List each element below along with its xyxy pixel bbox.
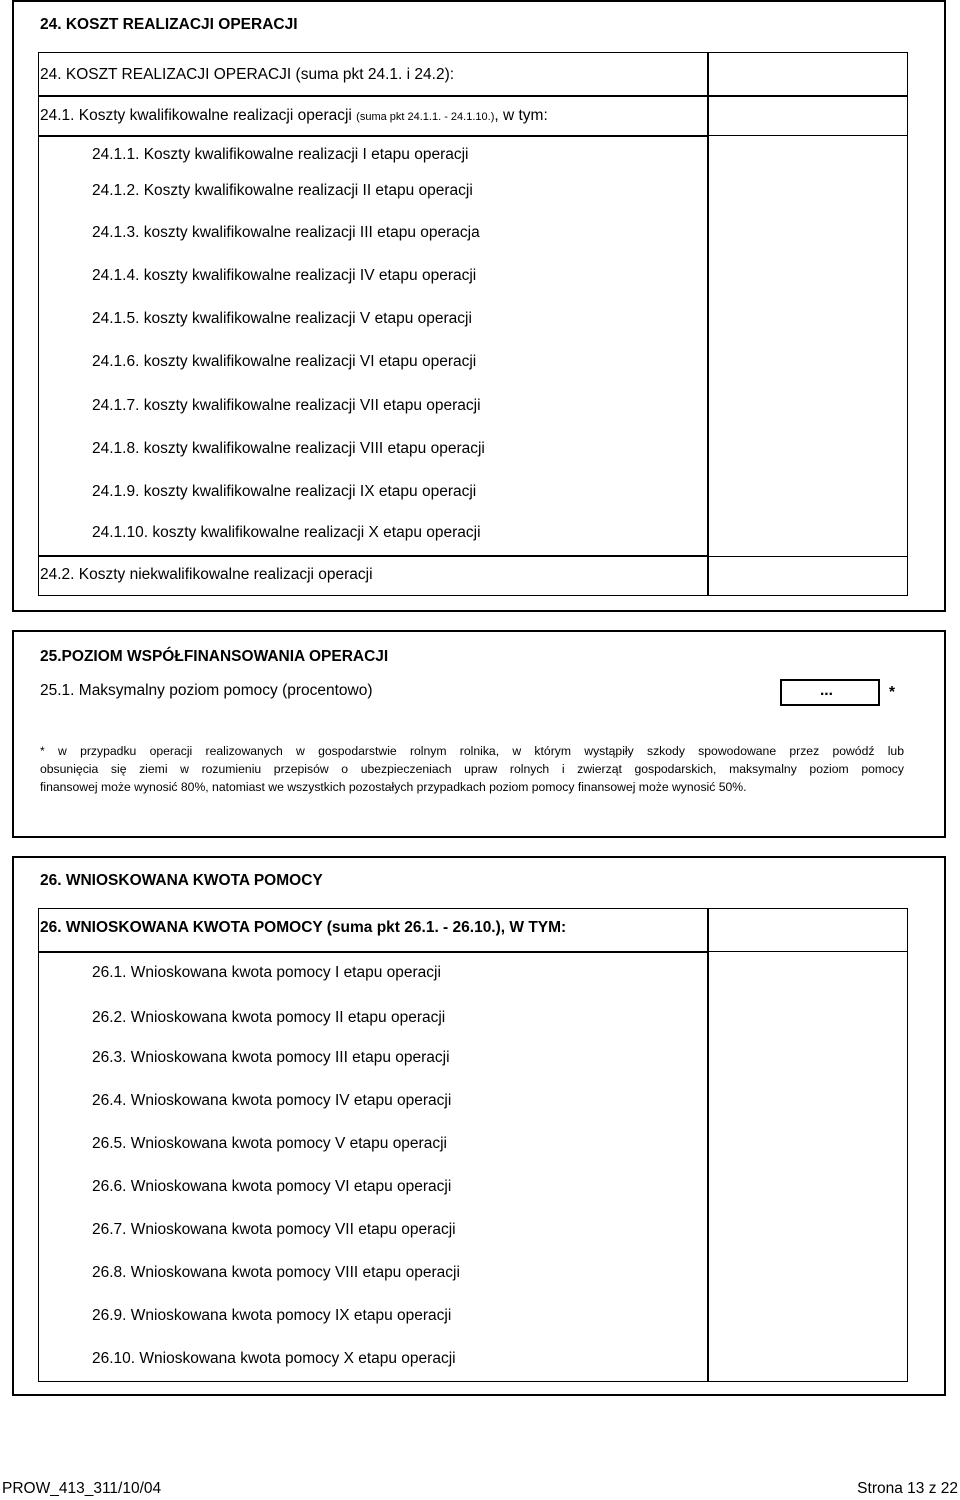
row-26-4-label: 26.4. Wnioskowana kwota pomocy IV etapu operacji (92, 1092, 452, 1109)
value-cell-24-1[interactable] (708, 96, 908, 136)
row-24-1-6-label: 24.1.6. koszty kwalifikowalne realizacji VI etapu operacji (92, 353, 477, 370)
row-26-6-label: 26.6. Wnioskowana kwota pomocy VI etapu operacji (92, 1178, 452, 1195)
section-24-title: 24. KOSZT REALIZACJI OPERACJI (40, 16, 298, 33)
row-26-total-label: 26. WNIOSKOWANA KWOTA POMOCY (suma pkt 26.1. - 26.10.), W TYM: (40, 919, 567, 936)
footnote-line-1: * w przypadku operacji realizowanych w gospodarstwie rolnym rolnika, w którym wystąpiły szkody spowodowane przez powódź lub (40, 744, 904, 758)
max-aid-level-field[interactable] (780, 679, 880, 706)
footnote-line-3: finansowej może wynosić 80%, natomiast we wszystkich pozostałych przypadkach poziom pomocy finansowej może wynosić 50%. (40, 780, 747, 794)
row-26-7-label: 26.7. Wnioskowana kwota pomocy VII etapu operacji (92, 1221, 456, 1238)
row-24-1-10-label: 24.1.10. koszty kwalifikowalne realizacji X etapu operacji (92, 524, 481, 541)
value-column-26 (708, 908, 908, 1382)
row-24-1-9-label: 24.1.9. koszty kwalifikowalne realizacji IX etapu operacji (92, 483, 477, 500)
section-25-title: 25.POZIOM WSPÓŁFINANSOWANIA OPERACJI (40, 648, 389, 665)
row-24-total-label: 24. KOSZT REALIZACJI OPERACJI (suma pkt 24.1. i 24.2): (40, 66, 455, 83)
row-24-1-small: (suma pkt 24.1.1. - 24.1.10.) (356, 111, 495, 123)
row-26-8-label: 26.8. Wnioskowana kwota pomocy VIII etapu operacji (92, 1264, 460, 1281)
row-26-3-label: 26.3. Wnioskowana kwota pomocy III etapu operacji (92, 1049, 450, 1066)
row-24-1-3-label: 24.1.3. koszty kwalifikowalne realizacji III etapu operacja (92, 224, 480, 241)
footnote-line-2: obsunięcia się ziemi w rozumieniu przepisów o ubezpieczeniach upraw rolnych i zwierząt gospodarskich, maksymalny poziom pomocy (40, 762, 904, 776)
row-26-1-label: 26.1. Wnioskowana kwota pomocy I etapu operacji (92, 964, 441, 981)
row-24-1-1-label: 24.1.1. Koszty kwalifikowalne realizacji I etapu operacji (92, 146, 469, 163)
row-26-2-label: 26.2. Wnioskowana kwota pomocy II etapu operacji (92, 1009, 446, 1026)
value-cell-24-2[interactable] (708, 556, 908, 596)
section-26-title: 26. WNIOSKOWANA KWOTA POMOCY (40, 872, 323, 889)
row-26-5-label: 26.5. Wnioskowana kwota pomocy V etapu operacji (92, 1135, 447, 1152)
row-24-1-7-label: 24.1.7. koszty kwalifikowalne realizacji VII etapu operacji (92, 397, 481, 414)
max-aid-level-asterisk: * (889, 684, 896, 701)
row-26-10-label: 26.10. Wnioskowana kwota pomocy X etapu operacji (92, 1350, 456, 1367)
row-24-1-2-label: 24.1.2. Koszty kwalifikowalne realizacji II etapu operacji (92, 182, 473, 199)
max-aid-level-label: 25.1. Maksymalny poziom pomocy (procentowo) (40, 682, 373, 699)
page-number: Strona 13 z 22 (857, 1480, 958, 1497)
row-24-1-4-label: 24.1.4. koszty kwalifikowalne realizacji IV etapu operacji (92, 267, 477, 284)
row-24-1-prefix: 24.1. Koszty kwalifikowalne realizacji operacji (40, 107, 357, 124)
row-24-1-suffix: , w tym: (494, 107, 548, 124)
row-26-9-label: 26.9. Wnioskowana kwota pomocy IX etapu operacji (92, 1307, 452, 1324)
row-24-1-label (40, 107, 548, 126)
max-aid-level-value: ... (820, 682, 833, 699)
value-cell-24-total[interactable] (708, 52, 908, 96)
row-24-1-5-label: 24.1.5. koszty kwalifikowalne realizacji V etapu operacji (92, 310, 472, 327)
value-cell-26-total[interactable] (708, 908, 908, 952)
footnote (40, 742, 904, 796)
form-code: PROW_413_311/10/04 (2, 1480, 162, 1497)
row-24-2-label: 24.2. Koszty niekwalifikowalne realizacji operacji (40, 566, 373, 583)
row-24-1-8-label: 24.1.8. koszty kwalifikowalne realizacji VIII etapu operacji (92, 440, 485, 457)
